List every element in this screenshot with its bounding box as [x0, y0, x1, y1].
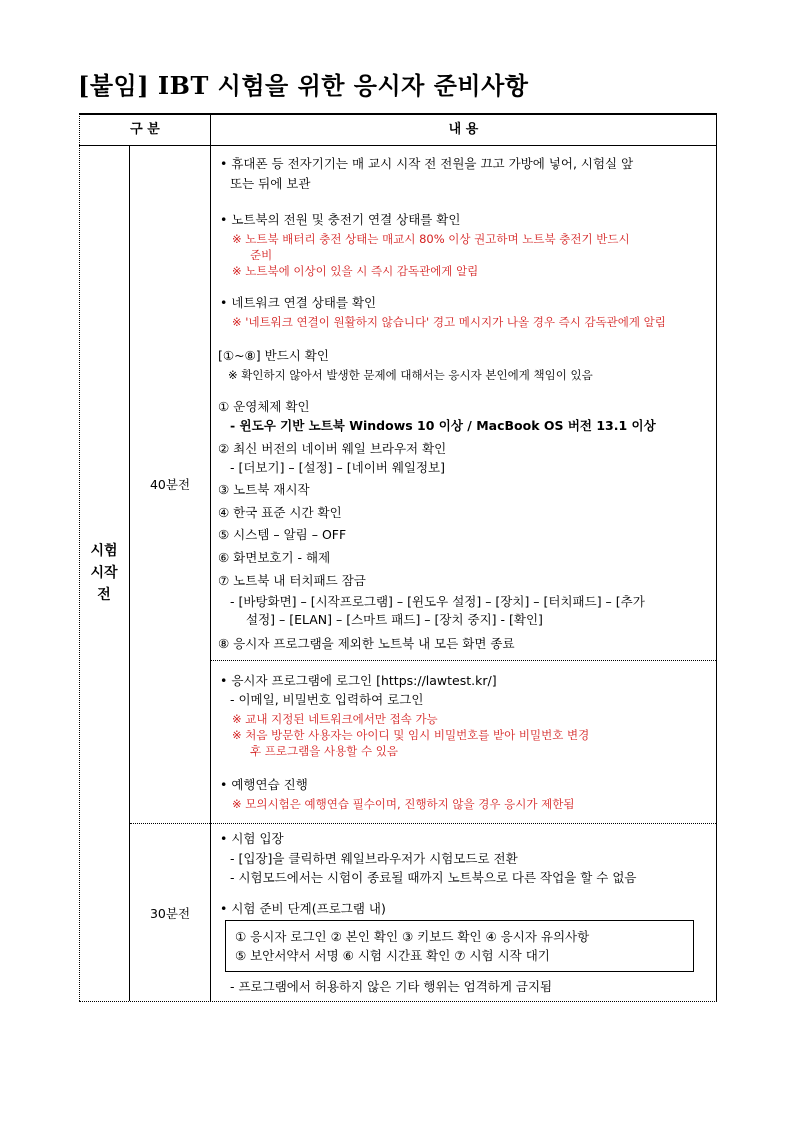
- laptop-battery-note-cont: 준비: [250, 248, 273, 262]
- steps-line: ① 응시자 로그인 ② 본인 확인 ③ 키보드 확인 ④ 응시자 유의사항: [235, 929, 590, 944]
- header-content: 내 용: [448, 122, 479, 137]
- laptop-power-title: • 노트북의 전원 및 충전기 연결 상태를 확인: [220, 212, 461, 227]
- login-password-note-cont: 후 프로그램을 사용할 수 있음: [250, 744, 398, 758]
- category-line: 시험: [90, 543, 118, 559]
- steps-line: ⑤ 보안서약서 서명 ⑥ 시험 시간표 확인 ⑦ 시험 시작 대기: [235, 948, 550, 963]
- timing-30: 30분전: [149, 906, 191, 921]
- section-divider-login: [211, 660, 716, 661]
- steps-title: • 시험 준비 단계(프로그램 내): [220, 901, 386, 916]
- phone-instruction-cont: 또는 뒤에 보관: [230, 176, 311, 191]
- table-bottom-border: [79, 1001, 717, 1004]
- list-item: ② 최신 버전의 네이버 웨일 브라우저 확인: [218, 441, 447, 456]
- list-item: 설정] – [ELAN] – [스마트 패드] – [장치 중지] - [확인]: [246, 612, 543, 627]
- timing-40: 40분전: [149, 477, 191, 492]
- login-password-note: ※ 처음 방문한 사용자는 아이디 및 임시 비밀번호를 받아 비밀번호 변경: [232, 728, 590, 742]
- network-title: • 네트워크 연결 상태를 확인: [220, 295, 377, 310]
- list-item: ③ 노트북 재시작: [218, 482, 310, 497]
- practice-note: ※ 모의시험은 예행연습 필수이며, 진행하지 않을 경우 응시가 제한됨: [232, 797, 575, 811]
- steps-box: [225, 920, 694, 972]
- header-category: 구 분: [130, 122, 160, 137]
- list-item: - [더보기] – [설정] – [네이버 웨일정보]: [230, 460, 446, 475]
- list-item: ④ 한국 표준 시간 확인: [218, 505, 342, 520]
- list-item: ① 운영체제 확인: [218, 399, 310, 414]
- category-label: [79, 540, 129, 606]
- list-item: ⑦ 노트북 내 터치패드 잠금: [218, 573, 366, 588]
- final-line: - 프로그램에서 허용하지 않은 기타 행위는 엄격하게 금지됨: [230, 979, 553, 994]
- list-item: ⑧ 응시자 프로그램을 제외한 노트북 내 모든 화면 종료: [218, 636, 515, 651]
- enter-line: - [입장]을 클릭하면 웨일브라우저가 시험모드로 전환: [230, 851, 518, 866]
- list-item: ⑥ 화면보호기 - 해제: [218, 550, 331, 565]
- list-item: - [바탕화면] – [시작프로그램] – [윈도우 설정] – [장치] – [터치패드] – [추가: [230, 594, 645, 609]
- laptop-battery-note: ※ 노트북 배터리 충전 상태는 매교시 80% 이상 권고하며 노트북 충전기 반드시: [232, 232, 630, 246]
- category-divider: [129, 145, 130, 1001]
- login-network-note: ※ 교내 지정된 네트워크에서만 접속 가능: [232, 712, 438, 726]
- login-title: • 응시자 프로그램에 로그인 [https://lawtest.kr/]: [220, 673, 497, 688]
- list-item: - 윈도우 기반 노트북 Windows 10 이상 / MacBook OS 버전 13.1 이상: [230, 418, 656, 433]
- laptop-issue-note: ※ 노트북에 이상이 있을 시 즉시 감독관에게 알림: [232, 264, 479, 278]
- practice-title: • 예행연습 진행: [220, 777, 308, 792]
- column-divider: [210, 113, 211, 1001]
- checklist-title: [①~⑧] 반드시 확인: [218, 348, 329, 363]
- section-divider-30min: [130, 823, 716, 824]
- list-item: ⑤ 시스템 – 알림 – OFF: [218, 527, 347, 542]
- category-line: 전: [97, 587, 111, 603]
- table-right-border: [716, 113, 717, 1001]
- table-top-border: [79, 113, 717, 115]
- enter-title: • 시험 입장: [220, 831, 284, 846]
- enter-line: - 시험모드에서는 시험이 종료될 때까지 노트북으로 다른 작업을 할 수 없음: [230, 870, 637, 885]
- login-instruction: - 이메일, 비밀번호 입력하여 로그인: [230, 692, 424, 707]
- page-title: [붙임] IBT 시험을 위한 응시자 준비사항: [78, 71, 529, 100]
- checklist-note: ※ 확인하지 않아서 발생한 문제에 대해서는 응시자 본인에게 책임이 있음: [228, 368, 593, 382]
- header-bottom-border: [79, 145, 717, 146]
- network-note: ※ '네트워크 연결이 원활하지 않습니다' 경고 메시지가 나올 경우 즉시 감독관에게 알림: [232, 315, 666, 329]
- category-line: 시작: [90, 565, 118, 581]
- phone-instruction: • 휴대폰 등 전자기기는 매 교시 시작 전 전원을 끄고 가방에 넣어, 시험실 앞: [220, 156, 634, 171]
